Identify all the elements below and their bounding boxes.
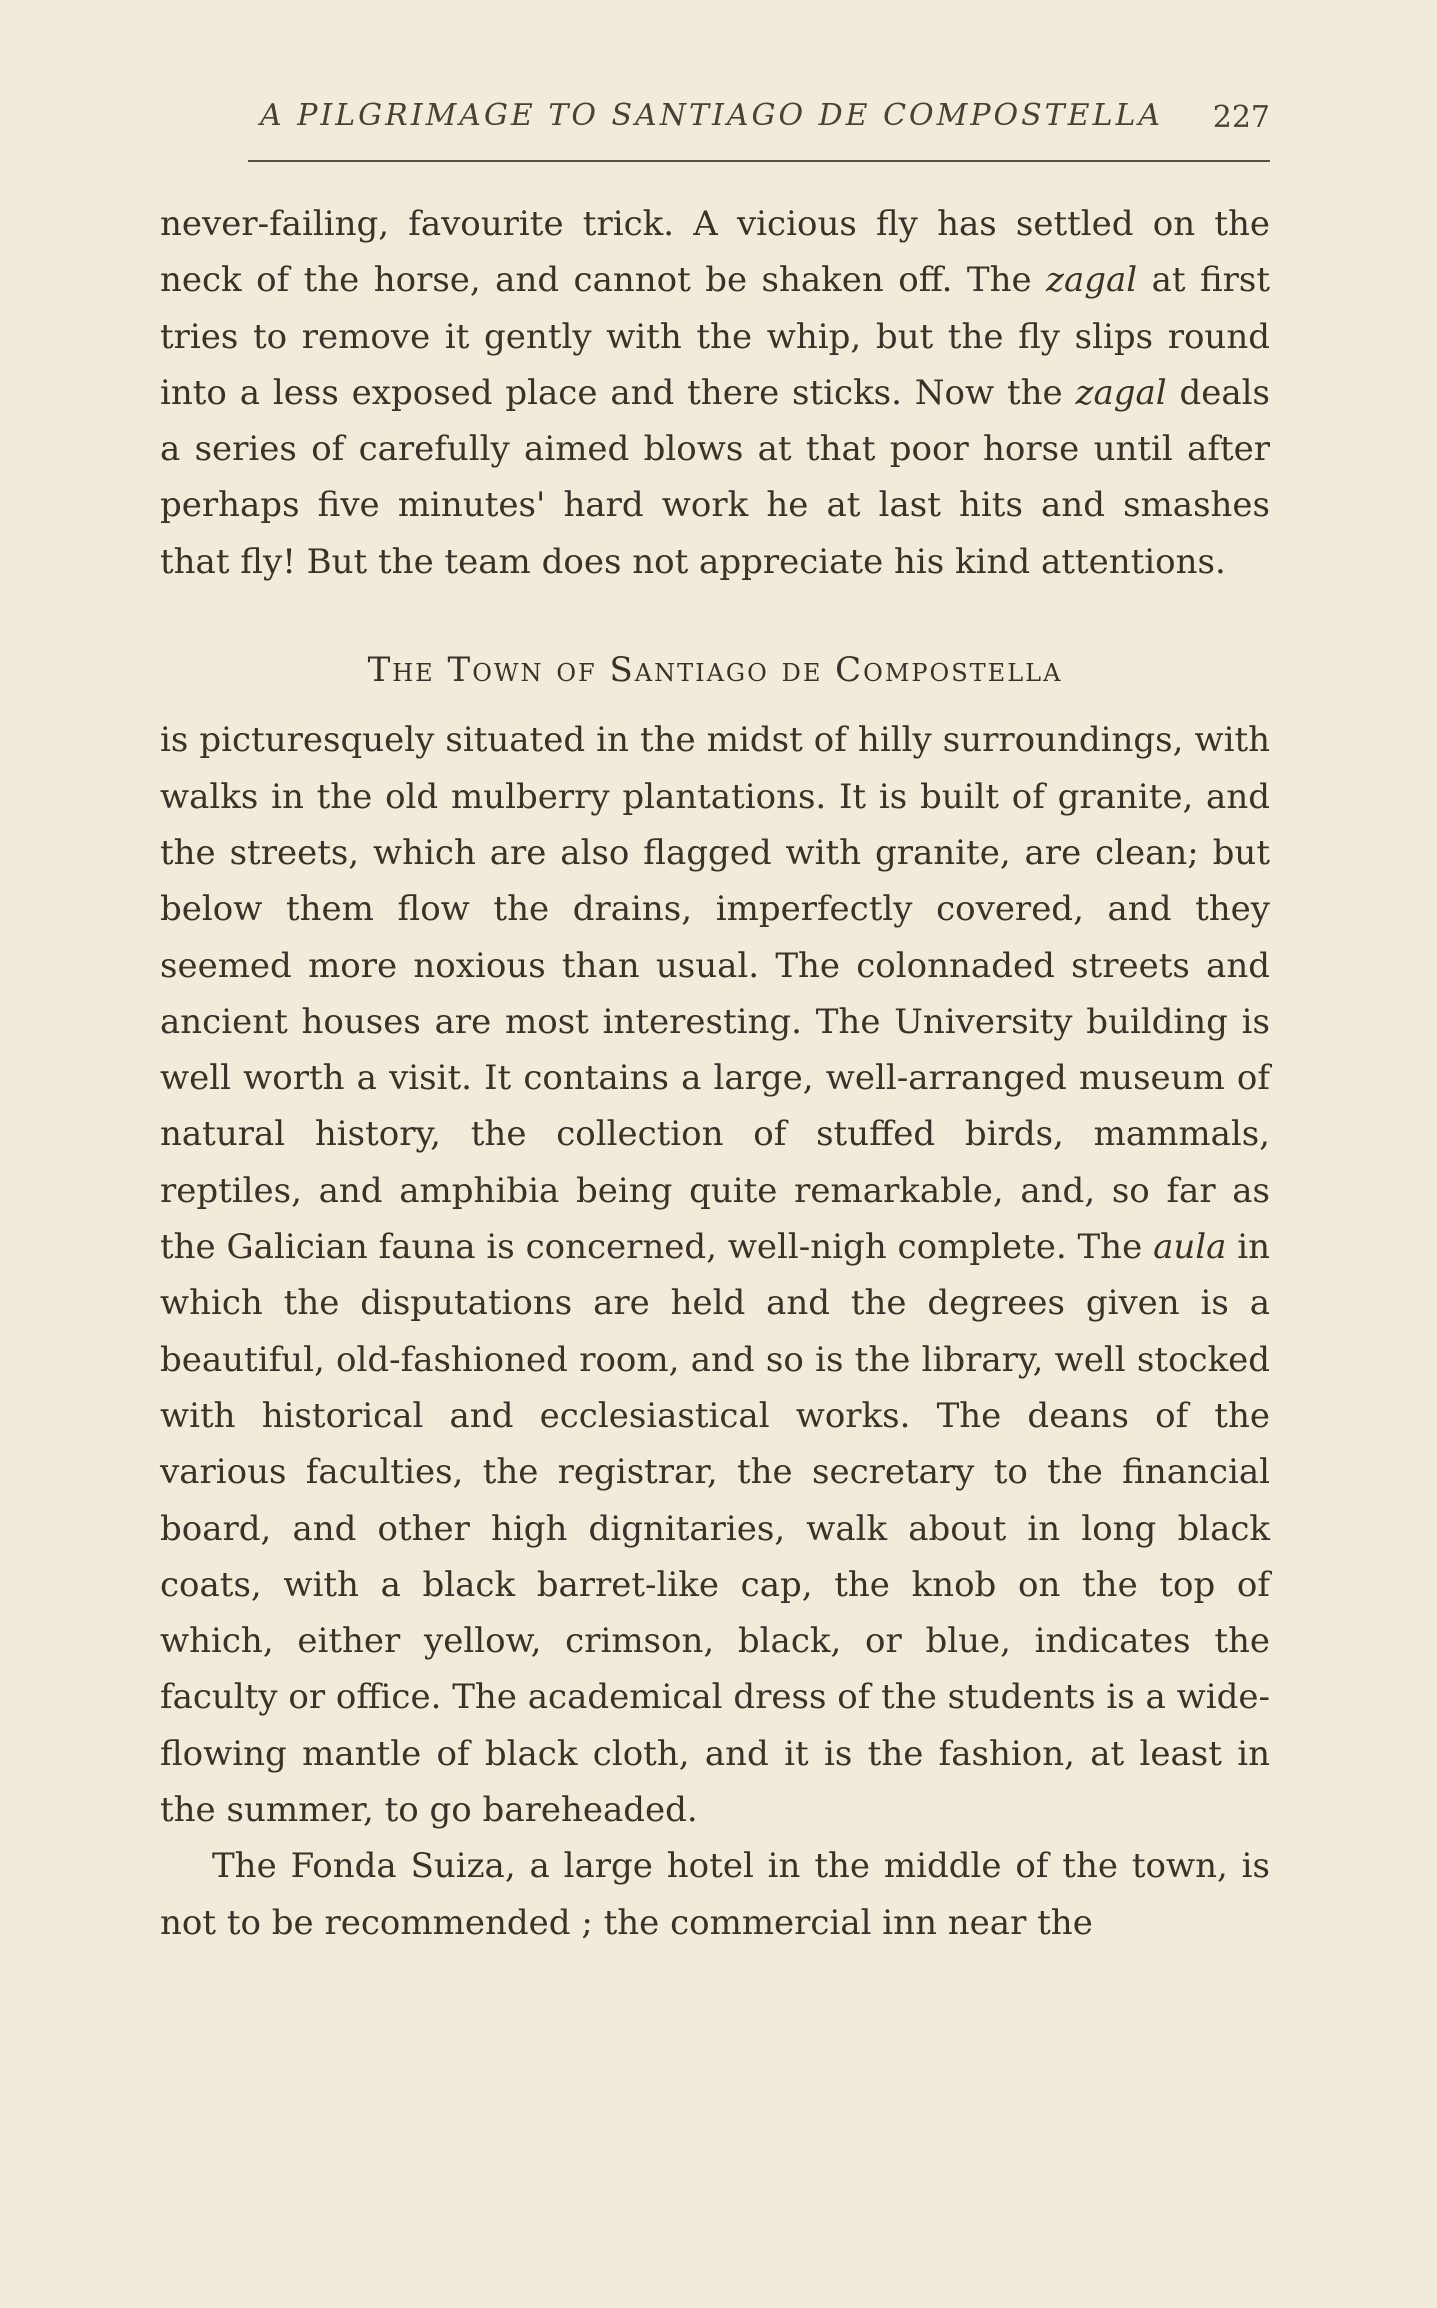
paragraph-1 — [160, 196, 1270, 590]
paragraph-2-text-1: is picturesquely situated in the midst of hilly surroundings, with walks in the old mulberry plantations. It is built of granite, and the streets, which are also flagged with granite, are clean; but below them flow the drains, imperfectly covered, and they seemed more noxious than usual. The colonnaded streets and ancient houses are most interesting. The University building is well worth a visit. It contains a large, well-arranged museum of natural history, the collection of stuffed birds, mammals, reptiles, and amphibia being quite remarkable, and, so far as the Galician fauna is concerned, well-nigh complete. The — [160, 720, 1270, 1268]
paragraph-2-text-2: in which the disputations are held and the degrees given is a beautiful, old-fashioned room, and so is the library, well stocked with historical and ecclesiastical works. The deans of the various faculties, the registrar, the secretary to the financial board, and other high dignitaries, walk about in long black coats, with a black barret-like cap, the knob on the top of which, either yellow, crimson, black, or blue, indicates the faculty or office. The academical dress of the students is a wide-flowing mantle of black cloth, and it is the fashion, at least in the summer, to go bareheaded. — [160, 1227, 1270, 1831]
page-number: 227 — [1212, 100, 1270, 135]
italic-term-aula: aula — [1153, 1227, 1227, 1268]
italic-term-zagal-2: zagal — [1075, 372, 1167, 413]
section-heading: The Town of Santiago de Compostella — [367, 650, 1063, 691]
paragraph-1-text-3: deals a series of carefully aimed blows at that poor horse until after perhaps five minutes' hard work he at last hits and smashes that fly! But the team does not appreciate his kind attentions. — [160, 372, 1270, 582]
paragraph-3: The Fonda Suiza, a large hotel in the middle of the town, is not to be recommended ; the commercial inn near the — [160, 1846, 1270, 1943]
paragraph-2 — [160, 712, 1270, 1838]
page-body — [160, 196, 1270, 1951]
paragraph-1-text-2: at first tries to remove it gently with the whip, but the fly slips round into a less exposed place and there sticks. Now the — [160, 260, 1271, 413]
italic-term-zagal: zagal — [1046, 260, 1138, 301]
running-title: A PILGRIMAGE TO SANTIAGO DE COMPOSTELLA — [260, 98, 1164, 133]
paragraph-1-text-1: never-failing, favourite trick. A vicious fly has settled on the neck of the horse, and cannot be shaken off. The — [160, 204, 1270, 301]
running-header — [160, 88, 1270, 148]
header-rule — [248, 160, 1270, 162]
